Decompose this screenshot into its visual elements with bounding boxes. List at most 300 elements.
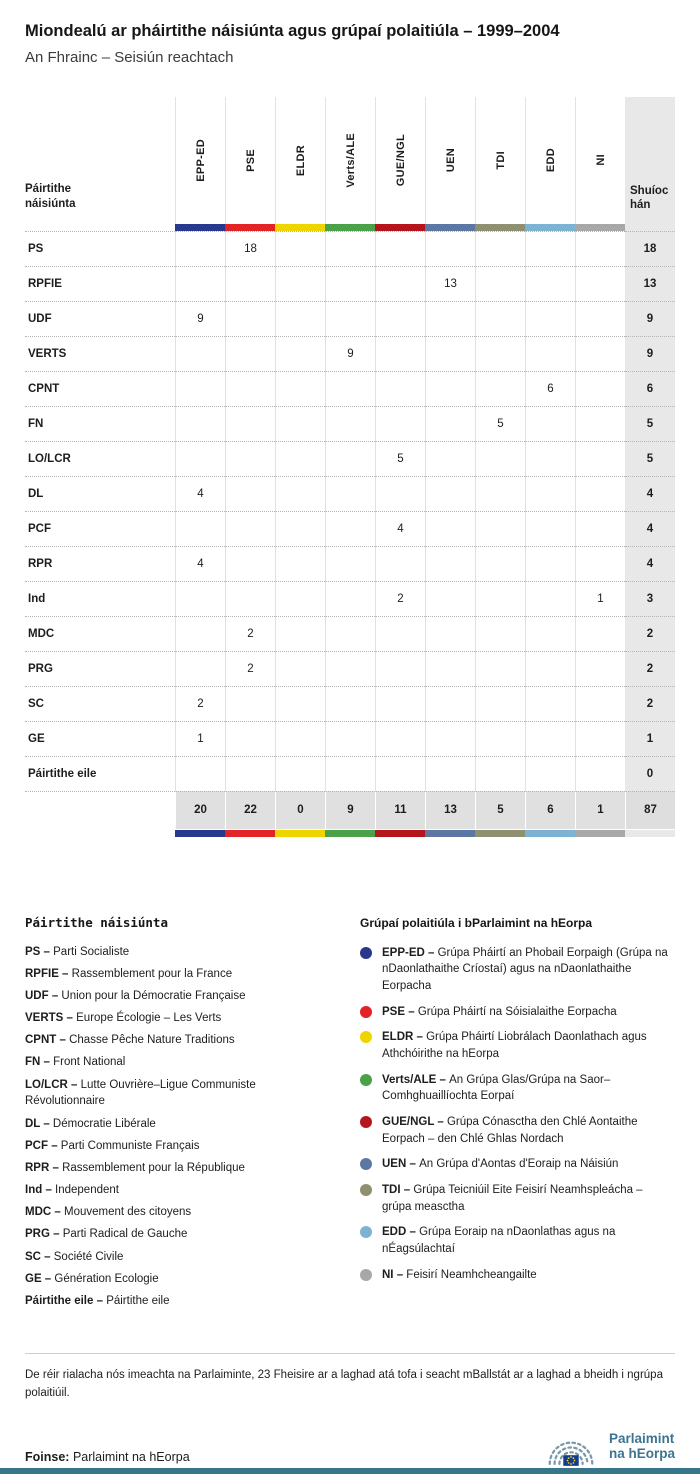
group-color-dot bbox=[360, 1269, 372, 1281]
row-total: 3 bbox=[625, 581, 675, 616]
seat-value bbox=[325, 616, 375, 651]
group-color-bar bbox=[325, 830, 375, 837]
seat-value bbox=[475, 616, 525, 651]
party-abbr: LO/LCR – bbox=[25, 1078, 81, 1091]
legend-national-item bbox=[25, 966, 325, 983]
seat-value bbox=[175, 581, 225, 616]
seat-value: 4 bbox=[175, 476, 225, 511]
seat-value bbox=[275, 651, 325, 686]
legend-national-item bbox=[25, 1138, 325, 1155]
group-color-bar bbox=[375, 830, 425, 837]
row-total: 4 bbox=[625, 546, 675, 581]
seat-value bbox=[575, 231, 625, 266]
group-color-bar bbox=[225, 830, 275, 837]
legend-national-item bbox=[25, 1204, 325, 1221]
legend-national-item bbox=[25, 1010, 325, 1027]
seat-value bbox=[525, 476, 575, 511]
ep-logo bbox=[542, 1425, 675, 1468]
seat-value bbox=[175, 336, 225, 371]
seat-value bbox=[325, 266, 375, 301]
seat-value bbox=[425, 546, 475, 581]
column-header-ELDR bbox=[275, 97, 325, 224]
seat-value bbox=[475, 266, 525, 301]
seat-value bbox=[375, 616, 425, 651]
source-value: Parlaimint na hEorpa bbox=[72, 1449, 190, 1464]
group-abbr: TDI – bbox=[382, 1184, 414, 1197]
seat-value bbox=[525, 721, 575, 756]
seat-value bbox=[475, 581, 525, 616]
legend-group-item bbox=[360, 1029, 675, 1062]
row-total: 13 bbox=[625, 266, 675, 301]
bar-spacer bbox=[25, 224, 175, 231]
group-abbr: ELDR – bbox=[382, 1031, 427, 1044]
party-full-name: Société Civile bbox=[53, 1250, 124, 1263]
column-header-label: Verts/ALE bbox=[344, 132, 357, 188]
seat-value bbox=[225, 441, 275, 476]
seat-value bbox=[525, 406, 575, 441]
seat-value bbox=[225, 406, 275, 441]
seat-value: 13 bbox=[425, 266, 475, 301]
party-full-name: Front National bbox=[53, 1056, 126, 1069]
party-abbr: MDC – bbox=[25, 1206, 64, 1219]
seat-value bbox=[225, 336, 275, 371]
party-full-name: Mouvement des citoyens bbox=[63, 1206, 192, 1219]
group-color-bar bbox=[175, 830, 225, 837]
seat-value bbox=[475, 441, 525, 476]
party-abbr: Ind – bbox=[25, 1184, 56, 1197]
seat-value bbox=[525, 546, 575, 581]
group-color-bar bbox=[175, 224, 225, 231]
group-color-dot bbox=[360, 1031, 372, 1043]
group-desc-text: Grúpa Teicniúil Eite Feisirí Neamhspleácha – grúpa measctha bbox=[382, 1184, 643, 1213]
group-total: 11 bbox=[375, 791, 425, 829]
bar-spacer bbox=[25, 830, 175, 837]
ep-hemicycle-icon bbox=[542, 1425, 600, 1468]
group-color-bar bbox=[475, 830, 525, 837]
group-color-dot bbox=[360, 947, 372, 959]
groups-legend-items bbox=[360, 945, 675, 1284]
party-name: Ind bbox=[25, 581, 175, 616]
party-name: Páirtithe eile bbox=[25, 756, 175, 791]
seat-value bbox=[325, 546, 375, 581]
seat-value bbox=[575, 336, 625, 371]
party-abbr: Páirtithe eile – bbox=[25, 1294, 107, 1307]
row-total: 5 bbox=[625, 406, 675, 441]
column-header-TDI bbox=[475, 97, 525, 224]
seat-value bbox=[525, 231, 575, 266]
party-name: UDF bbox=[25, 301, 175, 336]
seat-value bbox=[375, 686, 425, 721]
legend-group-item bbox=[360, 1182, 675, 1215]
party-full-name: Démocratie Libérale bbox=[52, 1117, 156, 1130]
group-color-dot bbox=[360, 1074, 372, 1086]
seat-value bbox=[175, 266, 225, 301]
group-description bbox=[382, 945, 675, 995]
legend-national-item bbox=[25, 988, 325, 1005]
seat-value bbox=[225, 686, 275, 721]
party-abbr: GE – bbox=[25, 1272, 55, 1285]
totals-row-spacer bbox=[25, 791, 175, 830]
legend-national-item bbox=[25, 1271, 325, 1288]
party-abbr: UDF – bbox=[25, 989, 62, 1002]
group-desc-text: Grúpa Pháirtí Liobrálach Daonlathach agus Athchóirithe na hEorpa bbox=[382, 1031, 647, 1060]
column-header-label: ELDR bbox=[294, 144, 307, 176]
seat-value bbox=[275, 301, 325, 336]
group-desc-text: Grúpa Pháirtí an Phobail Eorpaigh (Grúpa na nDaonlathaithe Críostaí) agus na nDaonlathaithe Eorpacha bbox=[382, 946, 668, 992]
seat-value bbox=[325, 721, 375, 756]
seat-value bbox=[525, 686, 575, 721]
party-name: CPNT bbox=[25, 371, 175, 406]
column-header-UEN bbox=[425, 97, 475, 224]
seat-value bbox=[475, 301, 525, 336]
seat-value bbox=[475, 546, 525, 581]
seat-value bbox=[225, 546, 275, 581]
seat-value bbox=[575, 546, 625, 581]
group-color-dot bbox=[360, 1158, 372, 1170]
seat-value bbox=[475, 721, 525, 756]
party-abbr: PCF – bbox=[25, 1139, 61, 1152]
party-full-name: Génération Ecologie bbox=[54, 1272, 159, 1285]
seat-value bbox=[525, 651, 575, 686]
group-total: 22 bbox=[225, 791, 275, 829]
seat-value bbox=[275, 266, 325, 301]
row-total: 0 bbox=[625, 756, 675, 791]
party-name: RPR bbox=[25, 546, 175, 581]
bottom-accent-bar bbox=[0, 1468, 700, 1474]
seats-bar-spacer bbox=[625, 224, 675, 231]
group-desc-text: Grúpa Eoraip na nDaonlathas agus na nÉagsúlachtaí bbox=[382, 1226, 616, 1256]
seat-value bbox=[375, 651, 425, 686]
group-color-dot bbox=[360, 1006, 372, 1018]
legend-group-item bbox=[360, 1156, 675, 1173]
column-header-EPP-ED bbox=[175, 97, 225, 224]
seat-value bbox=[375, 721, 425, 756]
seat-value bbox=[475, 686, 525, 721]
seat-value bbox=[375, 301, 425, 336]
party-full-name: Europe Écologie – Les Verts bbox=[76, 1012, 222, 1025]
seat-value bbox=[425, 371, 475, 406]
seats-column-header bbox=[625, 97, 675, 224]
group-abbr: PSE – bbox=[382, 1005, 418, 1018]
group-abbr: GUE/NGL – bbox=[382, 1116, 447, 1128]
source-line bbox=[25, 1450, 190, 1464]
party-name: VERTS bbox=[25, 336, 175, 371]
party-name: PCF bbox=[25, 511, 175, 546]
seat-value bbox=[525, 581, 575, 616]
page-title: Miondealú ar pháirtithe náisiúnta agus grúpaí polaitiúla – 1999–2004 bbox=[25, 22, 560, 40]
row-total: 2 bbox=[625, 616, 675, 651]
legend-section bbox=[25, 915, 675, 1315]
group-color-bar bbox=[425, 830, 475, 837]
seat-value bbox=[475, 756, 525, 791]
legend-national-item bbox=[25, 1077, 325, 1110]
party-full-name: Independent bbox=[55, 1184, 119, 1197]
legend-national-item bbox=[25, 1032, 325, 1049]
group-desc-text: Grúpa Cónasctha den Chlé Aontaithe Eorpach – den Chlé Ghlas Nordach bbox=[382, 1116, 638, 1145]
seat-value bbox=[425, 406, 475, 441]
group-total: 5 bbox=[475, 791, 525, 829]
legend-group-item bbox=[360, 1224, 675, 1257]
seat-value bbox=[175, 406, 225, 441]
seat-value bbox=[375, 371, 425, 406]
seat-value bbox=[425, 511, 475, 546]
column-header-label: EDD bbox=[544, 148, 557, 173]
row-total: 2 bbox=[625, 651, 675, 686]
seat-value bbox=[575, 266, 625, 301]
seat-value bbox=[425, 616, 475, 651]
seat-value bbox=[275, 686, 325, 721]
group-total: 6 bbox=[525, 791, 575, 829]
seat-value bbox=[425, 756, 475, 791]
divider bbox=[25, 1353, 675, 1354]
footer-row bbox=[25, 1425, 675, 1468]
row-total: 5 bbox=[625, 441, 675, 476]
group-color-bar bbox=[425, 224, 475, 231]
seat-value bbox=[225, 511, 275, 546]
group-description bbox=[382, 1267, 675, 1284]
party-name: LO/LCR bbox=[25, 441, 175, 476]
seat-value bbox=[375, 231, 425, 266]
political-groups-legend bbox=[360, 915, 675, 1315]
group-color-dot bbox=[360, 1184, 372, 1196]
legend-national-item bbox=[25, 1116, 325, 1133]
seat-value bbox=[225, 476, 275, 511]
row-total: 4 bbox=[625, 511, 675, 546]
seat-value bbox=[575, 651, 625, 686]
seat-value bbox=[325, 441, 375, 476]
legend-group-item bbox=[360, 1072, 675, 1105]
source-label: Foinse: bbox=[25, 1449, 70, 1464]
party-name: PRG bbox=[25, 651, 175, 686]
party-abbr: PRG – bbox=[25, 1228, 63, 1241]
seat-value: 18 bbox=[225, 231, 275, 266]
seat-value bbox=[325, 756, 375, 791]
row-total: 9 bbox=[625, 301, 675, 336]
ep-logo-line2: na hEorpa bbox=[608, 1446, 675, 1462]
seat-value bbox=[325, 651, 375, 686]
column-header-label: NI bbox=[594, 154, 607, 166]
seat-value bbox=[375, 756, 425, 791]
group-color-dot bbox=[360, 1116, 372, 1128]
groups-legend-title: Grúpaí polaitiúla i bParlaimint na hEorpa bbox=[360, 915, 593, 930]
seat-value bbox=[525, 301, 575, 336]
seat-value bbox=[375, 266, 425, 301]
seat-value bbox=[175, 441, 225, 476]
seat-value bbox=[175, 231, 225, 266]
seat-value bbox=[175, 651, 225, 686]
legend-group-item bbox=[360, 1114, 675, 1147]
group-description bbox=[382, 1224, 675, 1257]
row-total: 1 bbox=[625, 721, 675, 756]
group-color-bar bbox=[575, 224, 625, 231]
legend-national-item bbox=[25, 1249, 325, 1266]
table-row-header bbox=[25, 97, 175, 224]
seat-value bbox=[225, 581, 275, 616]
seat-value bbox=[225, 266, 275, 301]
seat-value bbox=[325, 686, 375, 721]
seat-value bbox=[525, 266, 575, 301]
seat-value bbox=[325, 406, 375, 441]
seat-value bbox=[325, 581, 375, 616]
party-name: SC bbox=[25, 686, 175, 721]
party-full-name: Lutte Ouvrière–Ligue Communiste Révolutionnaire bbox=[25, 1078, 256, 1108]
party-full-name: Union pour la Démocratie Française bbox=[61, 989, 246, 1002]
seat-value: 1 bbox=[175, 721, 225, 756]
party-name: GE bbox=[25, 721, 175, 756]
national-parties-legend bbox=[25, 915, 360, 1315]
row-total: 9 bbox=[625, 336, 675, 371]
group-total: 1 bbox=[575, 791, 625, 829]
legend-national-item bbox=[25, 1293, 325, 1310]
group-description bbox=[382, 1029, 675, 1062]
party-abbr: SC – bbox=[25, 1250, 54, 1263]
seat-value bbox=[225, 371, 275, 406]
seat-value bbox=[375, 336, 425, 371]
party-abbr: CPNT – bbox=[25, 1034, 70, 1047]
column-header-NI bbox=[575, 97, 625, 224]
group-desc-text: An Grúpa d'Aontas d'Eoraip na Náisiún bbox=[419, 1158, 619, 1171]
seat-value bbox=[275, 616, 325, 651]
seat-value bbox=[575, 406, 625, 441]
group-total: 20 bbox=[175, 791, 225, 829]
group-abbr: Verts/ALE – bbox=[382, 1073, 450, 1086]
seat-value: 2 bbox=[225, 616, 275, 651]
column-header-Verts/ALE bbox=[325, 97, 375, 224]
legend-national-item bbox=[25, 1054, 325, 1071]
seat-value: 5 bbox=[375, 441, 425, 476]
seat-value: 5 bbox=[475, 406, 525, 441]
party-name: FN bbox=[25, 406, 175, 441]
row-header-label: Páirtithe náisiúnta bbox=[25, 182, 76, 211]
party-full-name: Rassemblement pour la République bbox=[62, 1161, 245, 1174]
party-abbr: RPR – bbox=[25, 1161, 63, 1174]
group-description bbox=[382, 1156, 675, 1173]
legend-national-item bbox=[25, 944, 325, 961]
group-total: 0 bbox=[275, 791, 325, 829]
seat-value bbox=[325, 231, 375, 266]
party-abbr: PS – bbox=[25, 945, 54, 958]
seat-value bbox=[325, 301, 375, 336]
group-color-bar bbox=[225, 224, 275, 231]
legend-national-item bbox=[25, 1226, 325, 1243]
group-color-bar bbox=[525, 830, 575, 837]
party-abbr: RPFIE – bbox=[25, 967, 72, 980]
group-color-bar bbox=[275, 830, 325, 837]
seat-value bbox=[575, 721, 625, 756]
legend-group-item bbox=[360, 945, 675, 995]
seat-value bbox=[325, 371, 375, 406]
seat-value bbox=[325, 476, 375, 511]
seat-value: 9 bbox=[175, 301, 225, 336]
group-color-dot bbox=[360, 1226, 372, 1238]
party-abbr: DL – bbox=[25, 1117, 53, 1130]
party-name: RPFIE bbox=[25, 266, 175, 301]
seat-value bbox=[575, 441, 625, 476]
seat-value bbox=[275, 406, 325, 441]
seat-value bbox=[525, 511, 575, 546]
seat-value bbox=[575, 476, 625, 511]
group-color-bar bbox=[325, 224, 375, 231]
group-abbr: UEN – bbox=[382, 1158, 420, 1171]
seat-value bbox=[575, 301, 625, 336]
legend-group-item bbox=[360, 1004, 675, 1021]
seat-value bbox=[275, 581, 325, 616]
group-color-bar bbox=[525, 224, 575, 231]
grand-total: 87 bbox=[625, 791, 675, 829]
seats-header-label: Shuíochán bbox=[630, 184, 669, 212]
group-description bbox=[382, 1182, 675, 1215]
group-color-bar bbox=[475, 224, 525, 231]
seat-value bbox=[275, 756, 325, 791]
seat-value bbox=[425, 301, 475, 336]
seat-value bbox=[475, 371, 525, 406]
ep-logo-wordmark bbox=[609, 1431, 675, 1461]
party-name: DL bbox=[25, 476, 175, 511]
party-full-name: Rassemblement pour la France bbox=[71, 967, 233, 980]
seat-value bbox=[575, 616, 625, 651]
seat-value: 6 bbox=[525, 371, 575, 406]
national-legend-items bbox=[25, 944, 348, 1310]
group-description bbox=[382, 1072, 675, 1105]
seat-value bbox=[425, 721, 475, 756]
party-full-name: Chasse Pêche Nature Traditions bbox=[69, 1034, 235, 1047]
group-desc-text: Feisirí Neamhcheangailte bbox=[406, 1268, 537, 1281]
seat-value bbox=[575, 371, 625, 406]
seat-value bbox=[175, 371, 225, 406]
legend-national-item bbox=[25, 1160, 325, 1177]
ep-logo-line1: Parlaimint bbox=[608, 1431, 675, 1447]
party-abbr: FN – bbox=[25, 1056, 54, 1069]
seat-value bbox=[275, 441, 325, 476]
seat-value bbox=[175, 616, 225, 651]
column-header-label: GUE/NGL bbox=[394, 134, 407, 187]
seat-value bbox=[225, 721, 275, 756]
seat-value bbox=[275, 231, 325, 266]
row-total: 2 bbox=[625, 686, 675, 721]
seat-value bbox=[425, 441, 475, 476]
column-header-GUE/NGL bbox=[375, 97, 425, 224]
row-total: 18 bbox=[625, 231, 675, 266]
legend-national-item bbox=[25, 1182, 325, 1199]
party-full-name: Parti Radical de Gauche bbox=[62, 1228, 188, 1241]
seat-value bbox=[575, 756, 625, 791]
seat-value bbox=[275, 511, 325, 546]
row-total: 6 bbox=[625, 371, 675, 406]
column-header-label: EPP-ED bbox=[194, 138, 207, 182]
party-full-name: Parti Communiste Français bbox=[60, 1139, 200, 1152]
party-full-name: Páirtithe eile bbox=[106, 1294, 170, 1307]
seat-value bbox=[525, 336, 575, 371]
seat-value bbox=[275, 546, 325, 581]
group-total: 13 bbox=[425, 791, 475, 829]
seat-value bbox=[425, 581, 475, 616]
seat-value bbox=[375, 476, 425, 511]
seat-value bbox=[475, 511, 525, 546]
seat-value: 2 bbox=[175, 686, 225, 721]
seat-value bbox=[175, 756, 225, 791]
seat-value bbox=[425, 651, 475, 686]
group-abbr: NI – bbox=[382, 1268, 407, 1281]
group-desc-text: Grúpa Pháirtí na Sóisialaithe Eorpacha bbox=[417, 1005, 617, 1018]
seat-value: 2 bbox=[375, 581, 425, 616]
seat-value bbox=[575, 686, 625, 721]
group-desc-text: An Grúpa Glas/Grúpa na Saor–Comhghuaillíochta Eorpaí bbox=[382, 1073, 611, 1103]
seat-value bbox=[325, 511, 375, 546]
party-name: PS bbox=[25, 231, 175, 266]
seat-value bbox=[525, 616, 575, 651]
seat-value bbox=[425, 231, 475, 266]
seat-value bbox=[275, 721, 325, 756]
